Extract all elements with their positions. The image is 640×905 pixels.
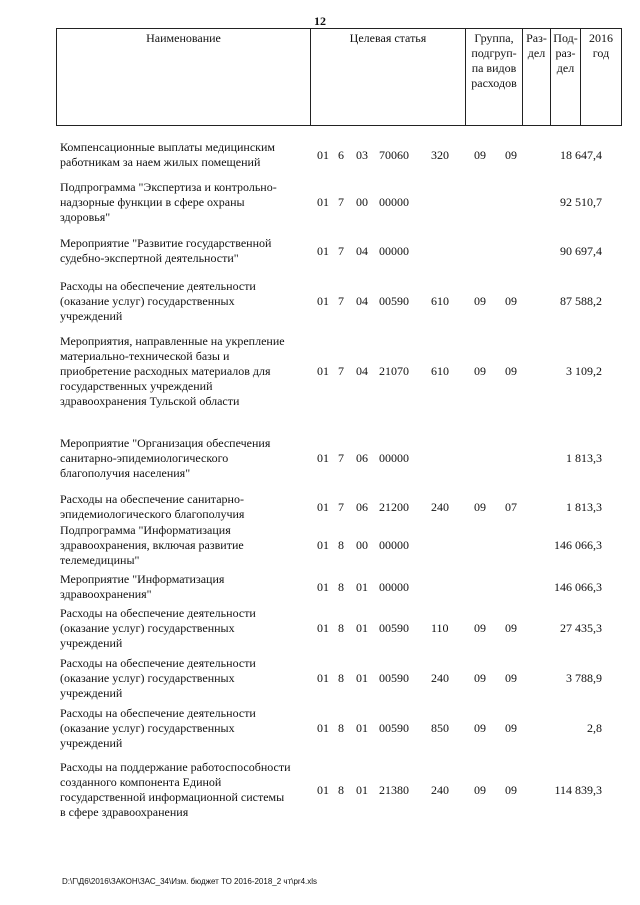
- row-name: [60, 656, 310, 701]
- target-event: 01: [356, 621, 368, 635]
- header-subsection: [551, 29, 581, 125]
- row-name-line: Мероприятие "Развитие государственной: [60, 236, 272, 250]
- target-program: 01: [317, 364, 329, 378]
- target-subprogram: 8: [338, 621, 344, 635]
- table-row: [0, 180, 640, 225]
- row-name-line: здравоохранения": [60, 587, 152, 601]
- row-name-line: здоровья": [60, 210, 111, 224]
- target-direction: 21380: [379, 783, 409, 797]
- amount-2016: 114 839,3: [554, 783, 602, 797]
- amount-2016: 146 066,3: [554, 580, 602, 594]
- target-direction: 00590: [379, 671, 409, 685]
- header-section: [523, 29, 551, 125]
- row-name-line: материально-технической базы и: [60, 349, 230, 363]
- table-row: [0, 523, 640, 568]
- table-row: [0, 606, 640, 651]
- row-name-line: эпидемиологического благополучия: [60, 507, 245, 521]
- header-section-line: дел: [527, 46, 546, 60]
- section: 09: [474, 364, 486, 378]
- target-program: 01: [317, 244, 329, 258]
- target-subprogram: 6: [338, 148, 344, 162]
- section: 09: [474, 721, 486, 735]
- header-name: Наименование: [57, 29, 311, 125]
- row-name-line: Расходы на обеспечение деятельности: [60, 606, 256, 620]
- table-row: [0, 706, 640, 751]
- amount-2016: 87 588,2: [560, 294, 602, 308]
- row-name: [60, 706, 310, 751]
- row-name-line: (оказание услуг) государственных: [60, 294, 235, 308]
- section: 09: [474, 783, 486, 797]
- row-name-line: (оказание услуг) государственных: [60, 721, 235, 735]
- target-program: 01: [317, 538, 329, 552]
- target-direction: 21070: [379, 364, 409, 378]
- row-name-line: Мероприятия, направленные на укрепление: [60, 334, 285, 348]
- target-event: 06: [356, 451, 368, 465]
- row-name-line: Подпрограмма "Информатизация: [60, 523, 231, 537]
- row-name-line: учреждений: [60, 736, 123, 750]
- target-subprogram: 7: [338, 451, 344, 465]
- amount-2016: 146 066,3: [554, 538, 602, 552]
- row-name-line: созданного компонента Единой: [60, 775, 222, 789]
- section: 09: [474, 294, 486, 308]
- row-name: [60, 279, 310, 324]
- amount-2016: 3 788,9: [566, 671, 602, 685]
- row-name-line: Расходы на поддержание работоспособности: [60, 760, 291, 774]
- row-name-line: телемедицины": [60, 553, 140, 567]
- row-name-line: Подпрограмма "Экспертиза и контрольно-: [60, 180, 277, 194]
- row-name-line: Расходы на обеспечение деятельности: [60, 706, 256, 720]
- target-event: 00: [356, 195, 368, 209]
- target-event: 04: [356, 244, 368, 258]
- row-name-line: (оказание услуг) государственных: [60, 621, 235, 635]
- row-name-line: Расходы на обеспечение деятельности: [60, 279, 256, 293]
- table-row: [0, 572, 640, 602]
- target-direction: 00590: [379, 294, 409, 308]
- table-header: [56, 28, 622, 126]
- subsection: 09: [505, 671, 517, 685]
- target-event: 01: [356, 721, 368, 735]
- table-row: [0, 656, 640, 701]
- target-program: 01: [317, 294, 329, 308]
- row-name-line: здравоохранения, включая развитие: [60, 538, 244, 552]
- row-name: [60, 606, 310, 651]
- section: 09: [474, 500, 486, 514]
- amount-2016: 18 647,4: [560, 148, 602, 162]
- header-subsection-line: дел: [556, 61, 575, 75]
- row-name-line: государственных учреждений: [60, 379, 213, 393]
- amount-2016: 1 813,3: [566, 451, 602, 465]
- header-group-line: расходов: [471, 76, 517, 90]
- target-program: 01: [317, 500, 329, 514]
- subsection: 09: [505, 621, 517, 635]
- row-name-line: санитарно-эпидемиологического: [60, 451, 229, 465]
- expense-group: 320: [431, 148, 449, 162]
- row-name: [60, 334, 310, 409]
- amount-2016: 3 109,2: [566, 364, 602, 378]
- row-name-line: приобретение расходных материалов для: [60, 364, 271, 378]
- subsection: 07: [505, 500, 517, 514]
- row-name-line: Расходы на обеспечение санитарно-: [60, 492, 244, 506]
- header-section-line: Раз-: [526, 31, 547, 45]
- row-name: [60, 523, 310, 568]
- subsection: 09: [505, 364, 517, 378]
- target-program: 01: [317, 621, 329, 635]
- row-name-line: Расходы на обеспечение деятельности: [60, 656, 256, 670]
- amount-2016: 27 435,3: [560, 621, 602, 635]
- target-event: 04: [356, 364, 368, 378]
- row-name: [60, 436, 310, 481]
- row-name-line: благополучия населения": [60, 466, 191, 480]
- expense-group: 610: [431, 364, 449, 378]
- row-name: [60, 760, 310, 820]
- row-name-line: в сфере здравоохранения: [60, 805, 189, 819]
- amount-2016: 90 697,4: [560, 244, 602, 258]
- header-subsection-line: Под-: [553, 31, 578, 45]
- row-name-line: Компенсационные выплаты медицинским: [60, 140, 276, 154]
- target-direction: 70060: [379, 148, 409, 162]
- row-name-line: учреждений: [60, 686, 123, 700]
- amount-2016: 2,8: [587, 721, 602, 735]
- header-subsection-line: раз-: [555, 46, 576, 60]
- header-group-line: Группа,: [474, 31, 514, 45]
- target-direction: 00590: [379, 621, 409, 635]
- target-direction: 00000: [379, 244, 409, 258]
- header-group-line: па видов: [471, 61, 517, 75]
- target-program: 01: [317, 148, 329, 162]
- table-row: [0, 492, 640, 522]
- row-name: [60, 140, 310, 170]
- target-program: 01: [317, 783, 329, 797]
- header-group: [466, 29, 523, 125]
- row-name-line: Мероприятие "Организация обеспечения: [60, 436, 271, 450]
- row-name-line: надзорные функции в сфере охраны: [60, 195, 245, 209]
- target-direction: 21200: [379, 500, 409, 514]
- row-name-line: здравоохранения Тульской области: [60, 394, 240, 408]
- row-name-line: судебно-экспертной деятельности": [60, 251, 239, 265]
- row-name-line: государственной информационной системы: [60, 790, 285, 804]
- target-event: 06: [356, 500, 368, 514]
- row-name-line: Мероприятие "Информатизация: [60, 572, 225, 586]
- header-year: 2016 год: [589, 31, 613, 60]
- target-program: 01: [317, 580, 329, 594]
- expense-group: 110: [431, 621, 449, 635]
- table-row: [0, 140, 640, 170]
- row-name: [60, 236, 310, 266]
- table-row: [0, 236, 640, 266]
- subsection: 09: [505, 783, 517, 797]
- target-subprogram: 7: [338, 195, 344, 209]
- target-direction: 00000: [379, 451, 409, 465]
- target-event: 00: [356, 538, 368, 552]
- target-subprogram: 7: [338, 244, 344, 258]
- target-direction: 00000: [379, 195, 409, 209]
- target-subprogram: 7: [338, 294, 344, 308]
- amount-2016: 92 510,7: [560, 195, 602, 209]
- target-event: 03: [356, 148, 368, 162]
- row-name: [60, 180, 310, 225]
- target-subprogram: 7: [338, 364, 344, 378]
- target-direction: 00000: [379, 580, 409, 594]
- page-number: 12: [314, 14, 326, 28]
- target-event: 01: [356, 783, 368, 797]
- table-row: [0, 334, 640, 409]
- target-event: 01: [356, 580, 368, 594]
- row-name: [60, 492, 310, 522]
- target-subprogram: 7: [338, 500, 344, 514]
- subsection: 09: [505, 721, 517, 735]
- table-row: [0, 760, 640, 820]
- row-name-line: работникам за наем жилых помещений: [60, 155, 261, 169]
- target-program: 01: [317, 721, 329, 735]
- table-row: [0, 436, 640, 481]
- expense-group: 240: [431, 500, 449, 514]
- target-direction: 00590: [379, 721, 409, 735]
- header-target: Целевая статья: [311, 29, 466, 125]
- target-subprogram: 8: [338, 783, 344, 797]
- target-subprogram: 8: [338, 671, 344, 685]
- section: 09: [474, 148, 486, 162]
- target-direction: 00000: [379, 538, 409, 552]
- section: 09: [474, 671, 486, 685]
- header-group-line: подгруп-: [471, 46, 517, 60]
- target-subprogram: 8: [338, 580, 344, 594]
- target-program: 01: [317, 451, 329, 465]
- amount-2016: 1 813,3: [566, 500, 602, 514]
- file-path-footer: D:\Г\Д6\2016\ЗАКОН\ЗАС_34\Изм. бюджет ТО 2016-2018_2 чт\pr4.xls: [62, 877, 318, 886]
- target-program: 01: [317, 195, 329, 209]
- row-name: [60, 572, 310, 602]
- target-subprogram: 8: [338, 721, 344, 735]
- row-name-line: (оказание услуг) государственных: [60, 671, 235, 685]
- row-name-line: учреждений: [60, 636, 123, 650]
- expense-group: 240: [431, 671, 449, 685]
- expense-group: 850: [431, 721, 449, 735]
- section: 09: [474, 621, 486, 635]
- target-event: 04: [356, 294, 368, 308]
- expense-group: 610: [431, 294, 449, 308]
- row-name-line: учреждений: [60, 309, 123, 323]
- target-program: 01: [317, 671, 329, 685]
- table-row: [0, 279, 640, 324]
- subsection: 09: [505, 294, 517, 308]
- target-event: 01: [356, 671, 368, 685]
- target-subprogram: 8: [338, 538, 344, 552]
- subsection: 09: [505, 148, 517, 162]
- expense-group: 240: [431, 783, 449, 797]
